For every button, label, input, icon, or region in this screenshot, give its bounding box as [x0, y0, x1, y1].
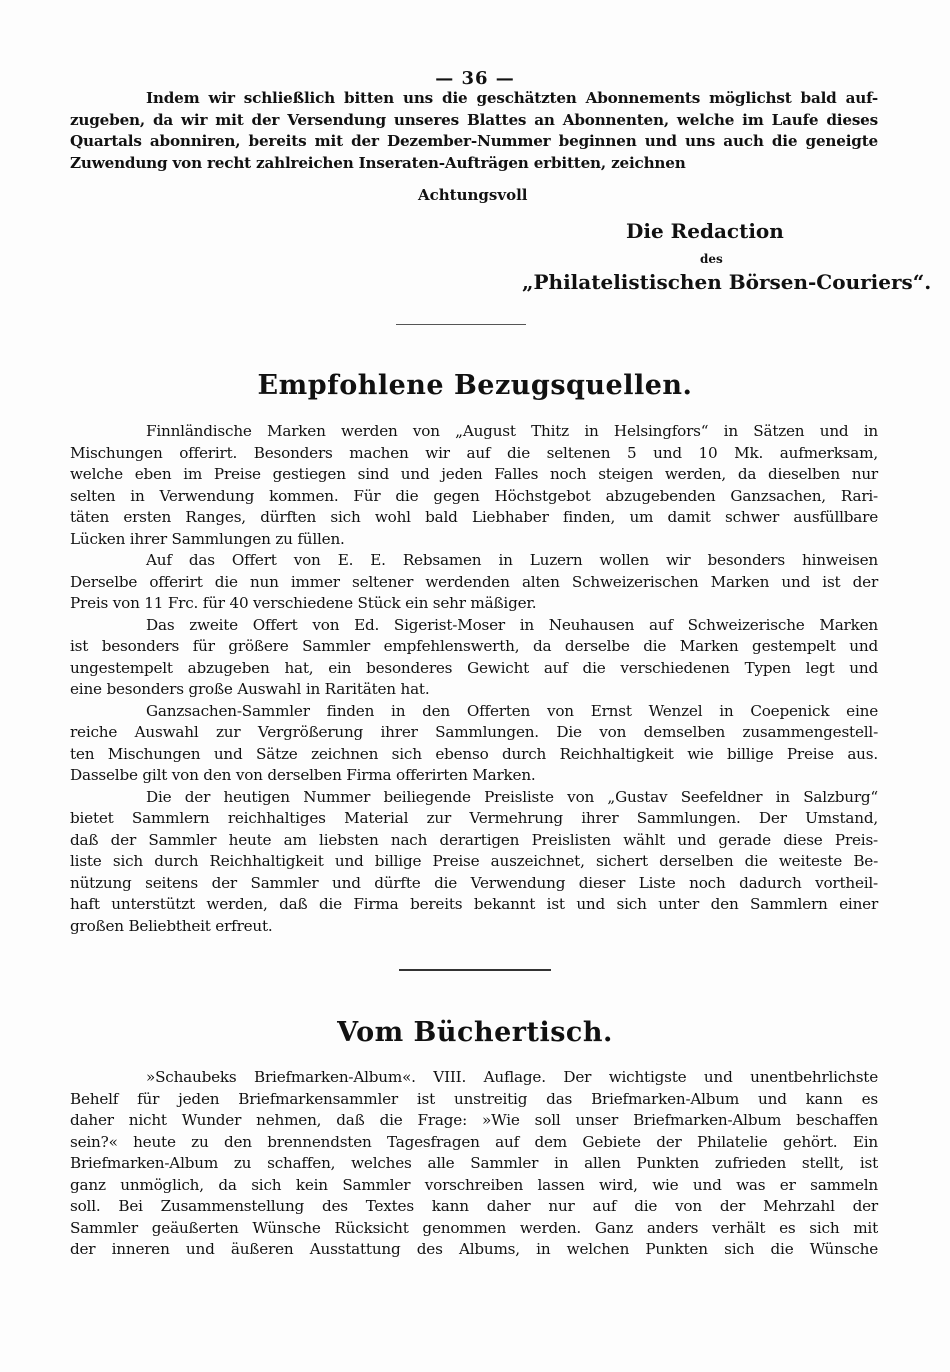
- text-line: ungestempelt abzugeben hat, ein besonderes Gewicht auf die verschiedenen Typen legt und: [70, 658, 878, 677]
- section-divider: [396, 324, 526, 325]
- text-line: eine besonders große Auswahl in Raritäten hat.: [70, 680, 430, 698]
- text-line: täten ersten Ranges, dürften sich wohl bald Liebhaber finden, um damit schwer ausfüllbare: [70, 508, 878, 526]
- closing-salutation: Achtungsvoll: [418, 186, 528, 204]
- text-line: Preis von 11 Frc. für 40 verschiedene Stück ein sehr mäßiger.: [70, 594, 537, 612]
- signature-publication: „Philatelistischen Börsen-Couriers“.: [522, 270, 932, 294]
- text-line: »Schaubeks Briefmarken-Album«. VIII. Auflage. Der wichtigste und unentbehrlichste: [146, 1068, 878, 1086]
- page-number: — 36 —: [435, 68, 515, 89]
- text-line: haft unterstützt werden, daß die Firma bereits bekannt ist und sich unter den Sammlern einer: [70, 895, 878, 913]
- text-line: bietet Sammlern reichhaltiges Material zur Vermehrung ihrer Sammlungen. Der Umstand,: [70, 809, 878, 827]
- text-line: Behelf für jeden Briefmarkensammler ist unstreitig das Briefmarken-Album und kann es: [70, 1089, 878, 1108]
- signature-editor: Die Redaction: [626, 219, 784, 243]
- text-line: Briefmarken-Album zu schaffen, welches alle Sammler in allen Punkten zufrieden stellt, ist: [70, 1154, 878, 1172]
- text-line: Auf das Offert von E. E. Rebsamen in Luzern wollen wir besonders hinweisen: [146, 551, 878, 569]
- text-line: soll. Bei Zusammenstellung des Textes kann daher nur auf die von der Mehrzahl der: [70, 1197, 878, 1215]
- text-line: zugeben, da wir mit der Versendung unseres Blattes an Abonnenten, welche im Laufe dieses: [70, 110, 878, 129]
- text-line: ist besonders für größere Sammler empfehlenswerth, da derselbe die Marken gestempelt und: [70, 637, 878, 655]
- text-line: Sammler geäußerten Wünsche Rücksicht genommen werden. Ganz anders verhält es sich mit: [70, 1218, 878, 1237]
- section-heading-buechertisch: Vom Büchertisch.: [337, 1017, 613, 1048]
- text-line: nützung seitens der Sammler und dürfte die Verwendung dieser Liste noch dadurch vortheil-: [70, 873, 878, 892]
- text-line: der inneren und äußeren Ausstattung des Albums, in welchen Punkten sich die Wünsche: [70, 1240, 878, 1258]
- text-line: Mischungen offerirt. Besonders machen wir auf die seltenen 5 und 10 Mk. aufmerksam,: [70, 443, 878, 462]
- text-line: Quartals abonniren, bereits mit der Dezember-Nummer beginnen und uns auch die geneigte: [70, 132, 878, 150]
- text-line: Lücken ihrer Sammlungen zu füllen.: [70, 529, 345, 548]
- text-line: Derselbe offerirt die nun immer seltener werdenden alten Schweizerischen Marken und ist der: [70, 572, 878, 591]
- text-line: ten Mischungen und Sätze zeichnen sich ebenso durch Reichhaltigkeit wie billige Preise aus.: [70, 744, 878, 763]
- text-line: Das zweite Offert von Ed. Sigerist-Moser in Neuhausen auf Schweizerische Marken: [146, 615, 878, 634]
- text-line: großen Beliebtheit erfreut.: [70, 916, 273, 935]
- section-body-buechertisch: [70, 1067, 878, 1261]
- text-line: Dasselbe gilt von den von derselben Firma offerirten Marken.: [70, 766, 536, 784]
- intro-paragraph: [70, 88, 878, 174]
- section-divider: [399, 969, 551, 971]
- text-line: sein?« heute zu den brennendsten Tagesfragen auf dem Gebiete der Philatelie gehört. Ein: [70, 1132, 878, 1151]
- text-line: Die der heutigen Nummer beiliegende Preisliste von „Gustav Seefeldner in Salzburg“: [146, 787, 878, 806]
- text-line: Ganzsachen-Sammler finden in den Offerten von Ernst Wenzel in Coepenick eine: [146, 701, 878, 720]
- section-body-bezugsquellen: [70, 421, 878, 937]
- text-line: welche eben im Preise gestiegen sind und jeden Falles noch steigen werden, da dieselben nur: [70, 465, 878, 483]
- text-line: liste sich durch Reichhaltigkeit und billige Preise auszeichnet, sichert derselben die weiteste Be-: [70, 852, 878, 870]
- text-line: Indem wir schließlich bitten uns die geschätzten Abonnements möglichst bald auf-: [146, 89, 878, 107]
- text-line: daher nicht Wunder nehmen, daß die Frage: »Wie soll unser Briefmarken-Album beschaffen: [70, 1111, 878, 1129]
- section-heading-bezugsquellen: Empfohlene Bezugsquellen.: [257, 370, 693, 401]
- text-line: reiche Auswahl zur Vergrößerung ihrer Sammlungen. Die von demselben zusammengestell-: [70, 723, 878, 741]
- text-line: selten in Verwendung kommen. Für die gegen Höchstgebot abzugebenden Ganzsachen, Rari-: [70, 486, 878, 505]
- text-line: daß der Sammler heute am liebsten nach derartigen Preislisten wählt und gerade diese Preis-: [70, 830, 878, 849]
- text-line: Finnländische Marken werden von „August Thitz in Helsingfors“ in Sätzen und in: [146, 422, 878, 440]
- text-line: ganz unmöglich, da sich kein Sammler vorschreiben lassen wird, wie und was er sammeln: [70, 1175, 878, 1194]
- text-line: Zuwendung von recht zahlreichen Inseraten-Aufträgen erbitten, zeichnen: [70, 153, 686, 172]
- signature-des: des: [700, 252, 723, 266]
